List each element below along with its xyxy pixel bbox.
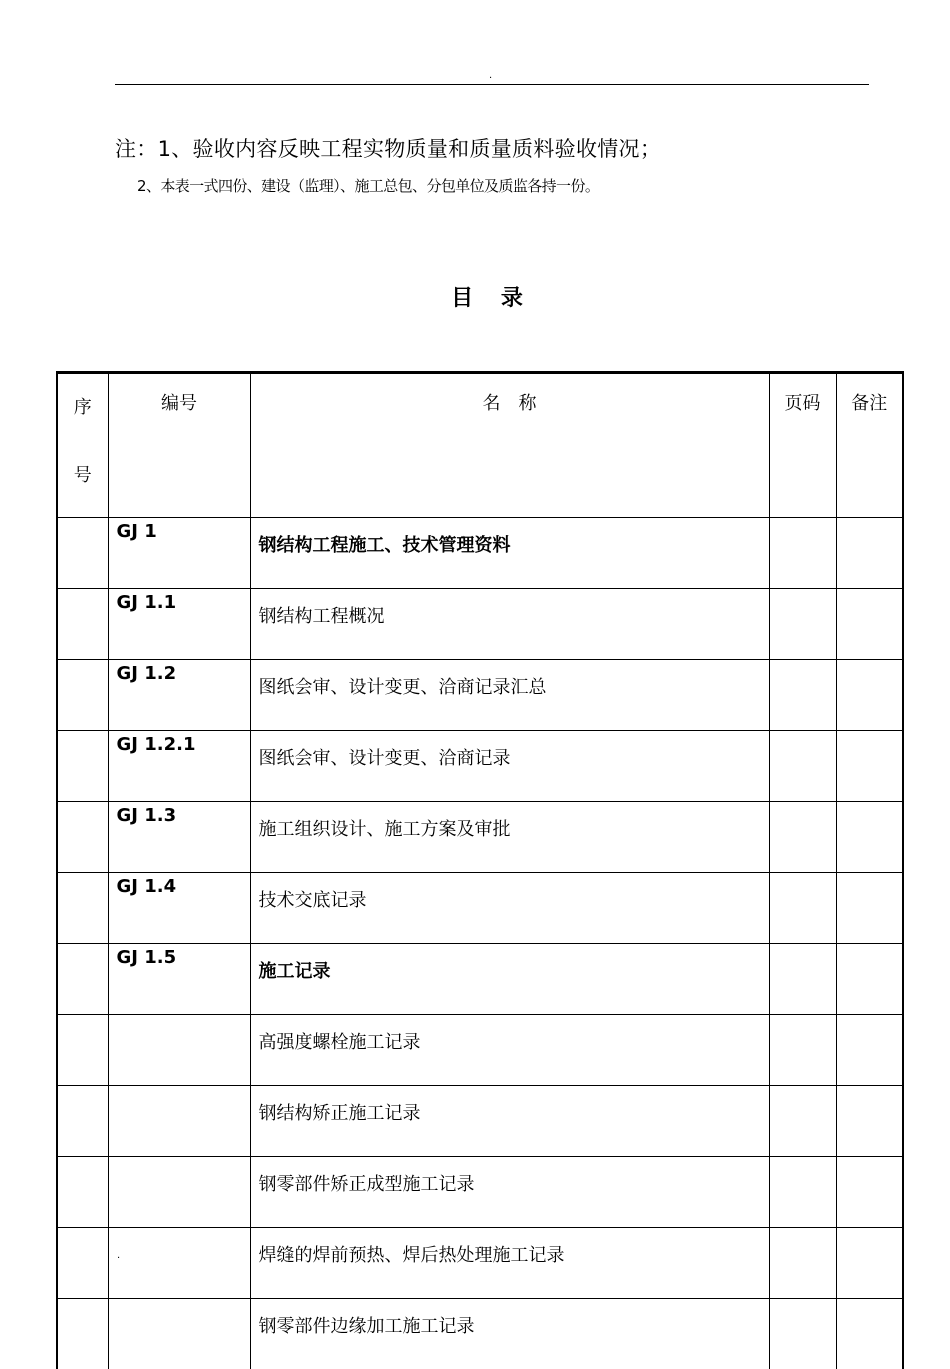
header-dot: . — [489, 70, 492, 81]
table-row — [57, 518, 903, 589]
table-row — [57, 589, 903, 660]
table-row — [57, 873, 903, 944]
cell-seq — [57, 518, 108, 589]
cell-name: 施工组织设计、施工方案及审批 — [250, 802, 769, 873]
cell-remark — [836, 873, 903, 944]
header-remark: 备注 — [836, 373, 903, 518]
cell-code — [108, 1299, 250, 1369]
cell-seq — [57, 1299, 108, 1369]
cell-remark — [836, 802, 903, 873]
cell-name: 图纸会审、设计变更、洽商记录 — [250, 731, 769, 802]
table-row — [57, 944, 903, 1015]
cell-code — [108, 1086, 250, 1157]
cell-name: 高强度螺栓施工记录 — [250, 1015, 769, 1086]
cell-page — [769, 1228, 836, 1299]
table-row — [57, 1086, 903, 1157]
cell-code: GJ 1.3 — [108, 802, 250, 873]
cell-page — [769, 802, 836, 873]
cell-seq — [57, 1015, 108, 1086]
cell-remark — [836, 1015, 903, 1086]
cell-code: GJ 1.2 — [108, 660, 250, 731]
cell-code: GJ 1.2.1 — [108, 731, 250, 802]
header-rule — [115, 84, 869, 85]
cell-remark — [836, 731, 903, 802]
header-seq — [57, 373, 108, 518]
table-row — [57, 1015, 903, 1086]
cell-remark — [836, 1086, 903, 1157]
note-line-2: 2、本表一式四份、建设（监理）、施工总包、分包单位及质监各持一份。 — [137, 175, 599, 196]
cell-remark — [836, 1228, 903, 1299]
cell-code: GJ 1.4 — [108, 873, 250, 944]
cell-remark — [836, 589, 903, 660]
cell-seq — [57, 873, 108, 944]
cell-page — [769, 589, 836, 660]
cell-page — [769, 1299, 836, 1369]
cell-remark — [836, 1299, 903, 1369]
cell-page — [769, 944, 836, 1015]
cell-name: 钢结构工程施工、技术管理资料 — [250, 518, 769, 589]
header-seq-line2: 号 — [58, 442, 108, 510]
cell-name: 图纸会审、设计变更、洽商记录汇总 — [250, 660, 769, 731]
page-title: 目 录 — [0, 281, 950, 312]
cell-seq — [57, 1086, 108, 1157]
cell-seq — [57, 731, 108, 802]
header-seq-line1: 序 — [58, 374, 108, 442]
table-row — [57, 802, 903, 873]
cell-seq — [57, 660, 108, 731]
cell-remark — [836, 660, 903, 731]
cell-seq — [57, 589, 108, 660]
table-row — [57, 1299, 903, 1369]
toc-table — [56, 371, 904, 1369]
cell-name: 钢零部件边缘加工施工记录 — [250, 1299, 769, 1369]
cell-seq — [57, 802, 108, 873]
cell-name: 焊缝的焊前预热、焊后热处理施工记录 — [250, 1228, 769, 1299]
cell-page — [769, 873, 836, 944]
table-row — [57, 660, 903, 731]
cell-seq — [57, 1228, 108, 1299]
cell-page — [769, 1086, 836, 1157]
cell-code: GJ 1.1 — [108, 589, 250, 660]
cell-page — [769, 660, 836, 731]
cell-seq — [57, 1157, 108, 1228]
cell-code — [108, 1015, 250, 1086]
cell-page — [769, 1157, 836, 1228]
cell-page — [769, 518, 836, 589]
header-page: 页码 — [769, 373, 836, 518]
header-code: 编号 — [108, 373, 250, 518]
cell-page — [769, 731, 836, 802]
cell-code: GJ 1.5 — [108, 944, 250, 1015]
cell-page — [769, 1015, 836, 1086]
table-row — [57, 731, 903, 802]
cell-name: 施工记录 — [250, 944, 769, 1015]
header-name: 名 称 — [250, 373, 769, 518]
cell-name: 钢结构工程概况 — [250, 589, 769, 660]
table-row — [57, 1228, 903, 1299]
cell-code — [108, 1157, 250, 1228]
cell-remark — [836, 518, 903, 589]
cell-remark — [836, 944, 903, 1015]
cell-code — [108, 1228, 250, 1299]
cell-code: GJ 1 — [108, 518, 250, 589]
cell-name: 技术交底记录 — [250, 873, 769, 944]
table-row — [57, 1157, 903, 1228]
note-line-1: 注：1、验收内容反映工程实物质量和质量质料验收情况； — [115, 133, 661, 163]
cell-name: 钢零部件矫正成型施工记录 — [250, 1157, 769, 1228]
toc-header-row — [57, 373, 903, 518]
cell-remark — [836, 1157, 903, 1228]
cell-seq — [57, 944, 108, 1015]
cell-name: 钢结构矫正施工记录 — [250, 1086, 769, 1157]
footer-dot: . — [117, 1250, 120, 1261]
